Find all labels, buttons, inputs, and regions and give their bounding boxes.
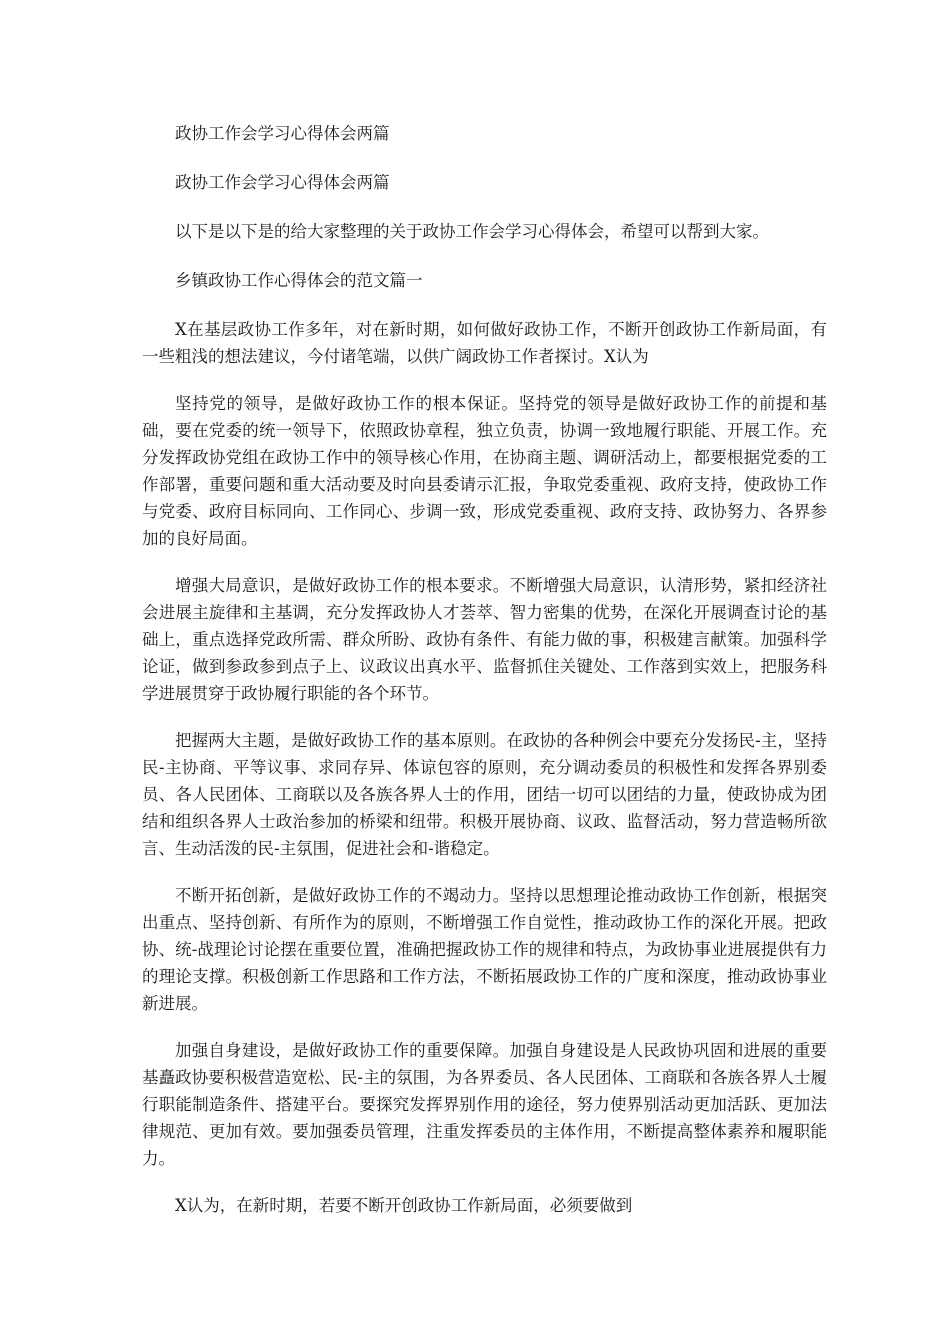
body-paragraph-4: 把握两大主题，是做好政协工作的基本原则。在政协的各种例会中要充分发扬民-主，坚持民-主协商、平等议事、求同存异、体谅包容的原则，充分调动委员的积极性和发挥各界别委员、各人民团体、工商联以及各族各界人士的作用，团结一切可以团结的力量，使政协成为团结和组织各界人士政治参加的桥梁和纽带。积极开展协商、议政、监督活动，努力营造畅所欲言、生动活泼的民-主氛围，促进社会和-谐稳定。 [142, 731, 827, 858]
body-paragraph-2: 坚持党的领导，是做好政协工作的根本保证。坚持党的领导是做好政协工作的前提和基础，要在党委的统一领导下，依照政协章程，独立负责，协调一致地履行职能、开展工作。充分发挥政协党组在政协工作中的领导核心作用，在协商主题、调研活动上，都要根据党委的工作部署，重要问题和重大活动要及时向县委请示汇报，争取党委重视、政府支持，使政协工作与党委、政府目标同向、工作同心、步调一致，形成党委重视、政府支持、政协努力、各界参加的良好局面。 [142, 394, 827, 548]
intro-paragraph: 以下是以下是的给大家整理的关于政协工作会学习心得体会，希望可以帮到大家。 [175, 222, 769, 241]
section-heading: 乡镇政协工作心得体会的范文篇一 [175, 271, 423, 290]
body-paragraph-7: X认为，在新时期，若要不断开创政协工作新局面，必须要做到 [175, 1196, 633, 1215]
body-paragraph-6: 加强自身建设，是做好政协工作的重要保障。加强自身建设是人民政协巩固和进展的重要基矗政协要积极营造宽松、民-主的氛围，为各界委员、各人民团体、工商联和各族各界人士履行职能制造条件、搭建平台。要探究发挥界别作用的途径，努力使界别活动更加活跃、更加法律规范、更加有效。要加强委员管理，注重发挥委员的主体作用，不断提高整体素养和履职能力。 [142, 1041, 827, 1168]
document-body [142, 120, 827, 1239]
body-paragraph-5: 不断开拓创新，是做好政协工作的不竭动力。坚持以思想理论推动政协工作创新，根据突出重点、坚持创新、有所作为的原则，不断增强工作自觉性，推动政协工作的深化开展。把政协、统-战理论讨论摆在重要位置，准确把握政协工作的规律和特点，为政协事业进展提供有力的理论支撑。积极创新工作思路和工作方法，不断拓展政协工作的广度和深度，推动政协事业新进展。 [142, 886, 827, 1013]
body-paragraph-3: 增强大局意识，是做好政协工作的根本要求。不断增强大局意识，认清形势，紧扣经济社会进展主旋律和主基调，充分发挥政协人才荟萃、智力密集的优势，在深化开展调查讨论的基础上，重点选择党政所需、群众所盼、政协有条件、有能力做的事，积极建言献策。加强科学论证，做到参政参到点子上、议政议出真水平、监督抓住关键处、工作落到实效上，把服务科学进展贯穿于政协履行职能的各个环节。 [142, 576, 827, 703]
document-subtitle: 政协工作会学习心得体会两篇 [175, 173, 390, 192]
body-paragraph-1: X在基层政协工作多年，对在新时期，如何做好政协工作，不断开创政协工作新局面，有一些粗浅的想法建议，今付诸笔端，以供广阔政协工作者探讨。X认为 [142, 320, 827, 366]
document-title: 政协工作会学习心得体会两篇 [175, 124, 390, 143]
